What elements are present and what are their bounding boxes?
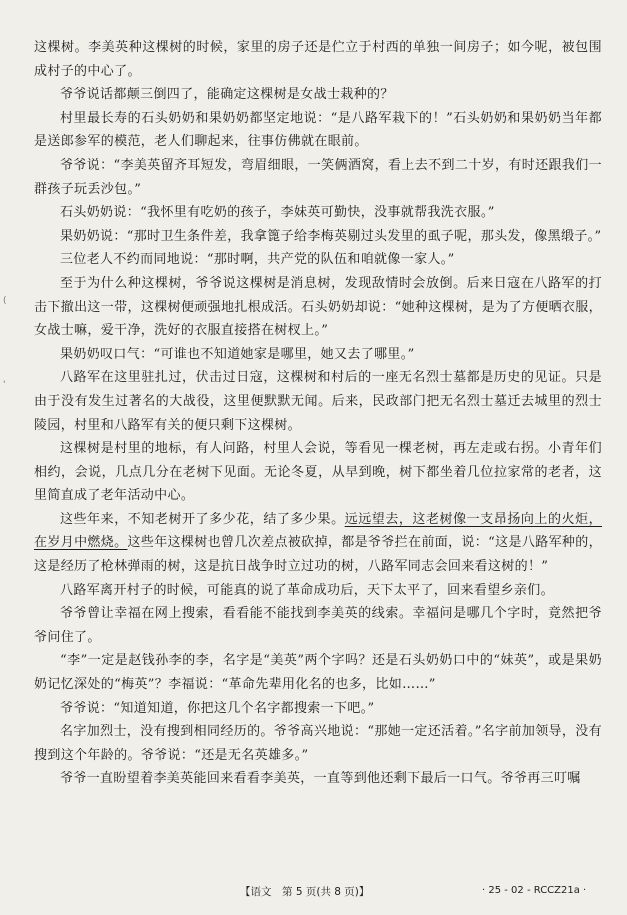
paragraph: 爷爷说：“李美英留齐耳短发，弯眉细眼，一笑俩酒窝，看上去不到二十岁，有时还跟我们一群孩子玩丢沙包。” [34,157,602,197]
paragraph: 爷爷说话都颠三倒四了，能确定这棵树是女战士栽种的？ [60,87,394,103]
paragraph: 这棵树是村里的地标，有人问路，村里人会说，等看见一棵老树，再左走或右拐。小青年们相约，会说，几点几分在老树下见面。无论冬夏，从早到晚，树下都坐着几位拉家常的老者，这里简直成了老年活动中心。 [34,441,602,504]
paragraph-with-underline [34,508,602,579]
page-number: 【语文 第 5 页(共 8 页)】 [240,886,370,898]
paragraph: 爷爷一直盼望着李美英能回来看看李美英，一直等到他还剩下最后一口气。爷爷再三叮嘱 [60,771,581,787]
paragraph: 石头奶奶说：“我怀里有吃奶的孩子，李妹英可勤快，没事就帮我洗衣服。” [60,205,495,221]
paragraph: 这棵树。李美英种这棵树的时候，家里的房子还是伫立于村西的单独一间房子；如今呢，被包围成村子的中心了。 [34,40,602,79]
paragraph: 果奶奶叹口气：“可谁也不知道她家是哪里，她又去了哪里。” [60,346,415,362]
binding-margin-mark: ' [3,380,6,390]
paragraph: 八路军离开村子的时候，可能真的说了革命成功后，天下太平了，回来看望乡亲们。 [60,582,554,598]
article-body [34,36,602,791]
page-footer [0,884,627,902]
paragraph: 至于为什么种这棵树，爷爷说这棵树是消息树，发现敌情时会放倒。后来日寇在八路军的打击下撤出这一带，这棵树便顽强地扎根成活。石头奶奶却说：“她种这棵树，是为了方便晒衣服，女战士嘛，爱干净，洗好的衣服直接搭在树杈上。” [34,275,602,339]
underlined-sentence: 远远望去，这老树像一支昂扬向上的火炬，在岁月中燃烧。 [34,511,602,551]
paragraph: 村里最长寿的石头奶奶和果奶奶都坚定地说：“是八路军栽下的！”石头奶奶和果奶奶当年都是送郎参军的模范，老人们聊起来，往事仿佛就在眼前。 [34,110,602,150]
exam-code: · 25 - 02 - RCCZ21a · [482,885,587,896]
paragraph-text: 这些年来，不知老树开了多少花，结了多少果。 [60,511,345,527]
paragraph: 名字加烈士，没有搜到相同经历的。爷爷高兴地说：“那她一定还活着。”名字前加领导，没有搜到这个年龄的。爷爷说：“还是无名英雄多。” [34,724,602,763]
paragraph: 果奶奶说：“那时卫生条件差，我拿篦子给李梅英剔过头发里的虱子呢，那头发，像黑缎子。” [60,228,602,244]
paragraph: 爷爷说：“知道知道，你把这几个名字都搜索一下吧。” [60,700,375,716]
paragraph: “李”一定是赵钱孙李的李，名字是“美英”两个字吗？还是石头奶奶口中的“妹英”，或是果奶奶记忆深处的“梅英”？李福说：“革命先辈用化名的也多，比如……” [34,653,602,693]
binding-margin-mark: ( [3,296,7,306]
paragraph: 爷爷曾让幸福在网上搜索，看看能不能找到李美英的线索。幸福问是哪几个字时，竟然把爷爷问住了。 [34,606,602,645]
paragraph: 三位老人不约而同地说：“那时啊，共产党的队伍和咱就像一家人。” [60,252,455,268]
paragraph: 八路军在这里驻扎过，伏击过日寇，这棵树和村后的一座无名烈士墓都是历史的见证。只是由于没有发生过著名的大战役，这里便默默无闻。后来，民政部门把无名烈士墓迁去城里的烈士陵园，村里和八路军有关的便只剩下这棵树。 [34,370,602,433]
paragraph-text: 这些年这棵树也曾几次差点被砍掉，都是爷爷拦在前面，说：“这是八路军种的，这是经历了枪林弹雨的树，这是抗日战争时立过功的树，八路军同志会回来看这树的！” [34,535,602,575]
